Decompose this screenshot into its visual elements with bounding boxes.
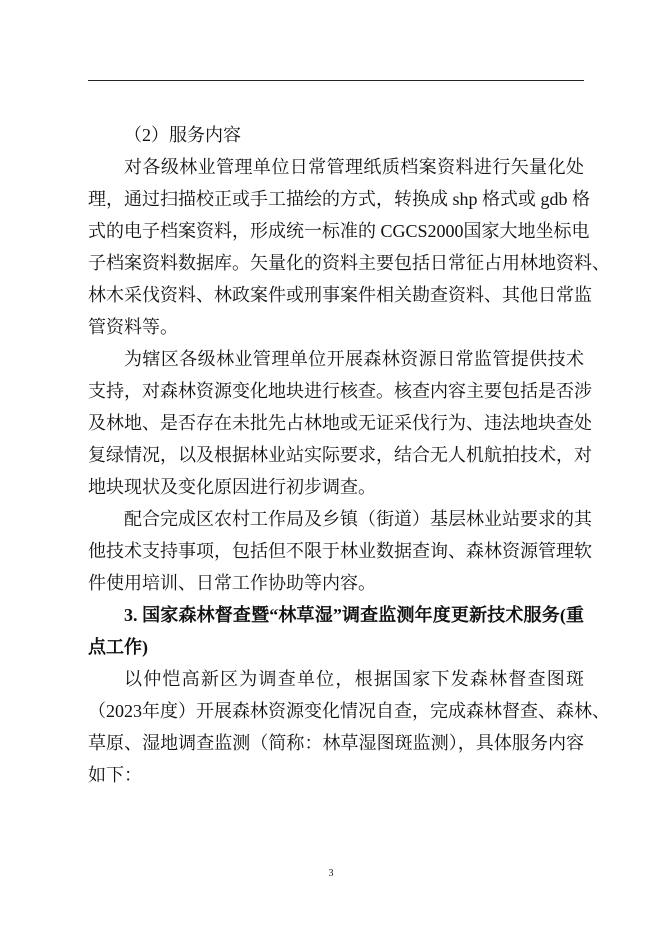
- paragraph-other-support: [88, 503, 592, 599]
- subheading-service-content: [88, 119, 584, 151]
- text-line: 点工作): [88, 637, 148, 657]
- paragraph-vectorization: [88, 151, 610, 343]
- text-line: （2）服务内容: [124, 125, 241, 145]
- text-line: 件使用培训、日常工作协助等内容。: [88, 573, 376, 593]
- text-line: 地块现状及变化原因进行初步调查。: [88, 477, 376, 497]
- text-line: 如下：: [88, 765, 142, 785]
- text-line: 他技术支持事项，包括但不限于林业数据查询、森林资源管理软: [88, 541, 592, 561]
- document-body: [88, 119, 610, 791]
- text-line: 3. 国家森林督查暨“林草湿”调查监测年度更新技术服务(重: [124, 605, 584, 625]
- text-line: 及林地、是否存在未批先占林地或无证采伐行为、违法地块查处: [88, 413, 592, 433]
- header-rule: [88, 80, 584, 81]
- text-line: 草原、湿地调查监测（简称：林草湿图斑监测），具体服务内容: [88, 733, 584, 753]
- text-line: 为辖区各级林业管理单位开展森林资源日常监管提供技术: [124, 349, 584, 369]
- text-line: 以仲恺高新区为调查单位，根据国家下发森林督查图斑: [124, 669, 584, 689]
- text-line: 式的电子档案资料，形成统一标准的 CGCS2000国家大地坐标电: [88, 221, 590, 241]
- text-line: （2023年度）开展森林资源变化情况自查，完成森林督查、森林、: [88, 701, 610, 721]
- text-line: 对各级林业管理单位日常管理纸质档案资料进行矢量化处: [124, 157, 584, 177]
- text-line: 林木采伐资料、林政案件或刑事案件相关勘查资料、其他日常监: [88, 285, 592, 305]
- page-number: 3: [328, 868, 334, 879]
- paragraph-supervision-support: [88, 343, 592, 503]
- text-line: 子档案资料数据库。矢量化的资料主要包括日常征占用林地资料、: [88, 253, 610, 273]
- text-line: 复绿情况，以及根据林业站实际要求，结合无人机航拍技术，对: [88, 445, 592, 465]
- text-line: 理，通过扫描校正或手工描绘的方式，转换成 shp 格式或 gdb 格: [88, 189, 591, 209]
- paragraph-forest-inspection: [88, 663, 610, 791]
- text-line: 管资料等。: [88, 317, 178, 337]
- text-line: 支持，对森林资源变化地块进行核查。核查内容主要包括是否涉: [88, 381, 592, 401]
- section-heading-3: [88, 599, 584, 663]
- text-line: 配合完成区农村工作局及乡镇（街道）基层林业站要求的其: [124, 509, 592, 529]
